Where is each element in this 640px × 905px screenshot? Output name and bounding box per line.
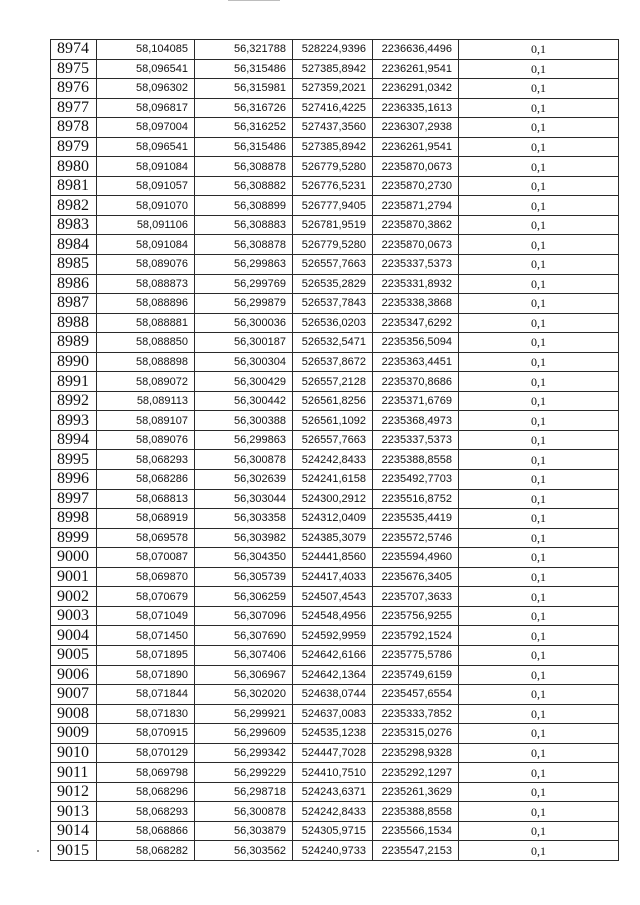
x-coordinate-cell: 526557,7663 <box>293 430 373 450</box>
x-coordinate-cell: 524242,8433 <box>293 450 373 470</box>
latitude-cell: 58,070679 <box>97 587 195 607</box>
table-row <box>51 235 619 255</box>
point-number: 9006 <box>51 665 97 685</box>
x-coordinate-cell: 524300,2912 <box>293 489 373 509</box>
x-coordinate-cell: 526535,2829 <box>293 274 373 294</box>
value-cell: 0,1 <box>459 176 619 196</box>
y-coordinate-cell: 2235676,3405 <box>373 567 459 587</box>
point-number: 8999 <box>51 528 97 548</box>
longitude-cell: 56,321788 <box>195 40 293 60</box>
point-number: 8997 <box>51 489 97 509</box>
value-cell: 0,1 <box>459 333 619 353</box>
point-number: 8992 <box>51 391 97 411</box>
y-coordinate-cell: 2236261,9541 <box>373 59 459 79</box>
longitude-cell: 56,299879 <box>195 294 293 314</box>
longitude-cell: 56,298718 <box>195 782 293 802</box>
value-cell: 0,1 <box>459 548 619 568</box>
latitude-cell: 58,096817 <box>97 98 195 118</box>
longitude-cell: 56,315486 <box>195 59 293 79</box>
longitude-cell: 56,299229 <box>195 763 293 783</box>
y-coordinate-cell: 2235347,6292 <box>373 313 459 333</box>
x-coordinate-cell: 524242,8433 <box>293 802 373 822</box>
table-row <box>51 763 619 783</box>
x-coordinate-cell: 527359,2021 <box>293 79 373 99</box>
x-coordinate-cell: 527385,8942 <box>293 59 373 79</box>
latitude-cell: 58,096302 <box>97 79 195 99</box>
longitude-cell: 56,307096 <box>195 606 293 626</box>
latitude-cell: 58,088850 <box>97 333 195 353</box>
latitude-cell: 58,089072 <box>97 372 195 392</box>
latitude-cell: 58,104085 <box>97 40 195 60</box>
point-number: 9011 <box>51 763 97 783</box>
value-cell: 0,1 <box>459 79 619 99</box>
point-number: 8983 <box>51 215 97 235</box>
y-coordinate-cell: 2235333,7852 <box>373 704 459 724</box>
table-row <box>51 79 619 99</box>
value-cell: 0,1 <box>459 743 619 763</box>
longitude-cell: 56,307690 <box>195 626 293 646</box>
longitude-cell: 56,303879 <box>195 821 293 841</box>
x-coordinate-cell: 526532,5471 <box>293 333 373 353</box>
value-cell: 0,1 <box>459 626 619 646</box>
latitude-cell: 58,091084 <box>97 235 195 255</box>
latitude-cell: 58,089107 <box>97 411 195 431</box>
value-cell: 0,1 <box>459 255 619 275</box>
latitude-cell: 58,088873 <box>97 274 195 294</box>
latitude-cell: 58,068293 <box>97 450 195 470</box>
point-number: 9000 <box>51 548 97 568</box>
longitude-cell: 56,299863 <box>195 430 293 450</box>
value-cell: 0,1 <box>459 235 619 255</box>
table-row <box>51 430 619 450</box>
x-coordinate-cell: 526776,5231 <box>293 176 373 196</box>
table-row <box>51 528 619 548</box>
table-row <box>51 294 619 314</box>
latitude-cell: 58,097004 <box>97 118 195 138</box>
table-row <box>51 606 619 626</box>
y-coordinate-cell: 2236291,0342 <box>373 79 459 99</box>
x-coordinate-cell: 524642,1364 <box>293 665 373 685</box>
longitude-cell: 56,306967 <box>195 665 293 685</box>
value-cell: 0,1 <box>459 274 619 294</box>
y-coordinate-cell: 2235707,3633 <box>373 587 459 607</box>
margin-mark <box>37 850 39 852</box>
value-cell: 0,1 <box>459 763 619 783</box>
value-cell: 0,1 <box>459 704 619 724</box>
y-coordinate-cell: 2235870,2730 <box>373 176 459 196</box>
y-coordinate-cell: 2235356,5094 <box>373 333 459 353</box>
point-number: 8988 <box>51 313 97 333</box>
point-number: 9013 <box>51 802 97 822</box>
latitude-cell: 58,068293 <box>97 802 195 822</box>
latitude-cell: 58,088881 <box>97 313 195 333</box>
y-coordinate-cell: 2235870,0673 <box>373 235 459 255</box>
table-row <box>51 274 619 294</box>
x-coordinate-cell: 526557,2128 <box>293 372 373 392</box>
x-coordinate-cell: 526561,1092 <box>293 411 373 431</box>
longitude-cell: 56,308882 <box>195 176 293 196</box>
longitude-cell: 56,307406 <box>195 645 293 665</box>
page-top-rule <box>228 0 280 1</box>
latitude-cell: 58,070129 <box>97 743 195 763</box>
table-row <box>51 59 619 79</box>
y-coordinate-cell: 2235388,8558 <box>373 450 459 470</box>
table-row <box>51 743 619 763</box>
x-coordinate-cell: 524638,0744 <box>293 685 373 705</box>
latitude-cell: 58,091070 <box>97 196 195 216</box>
y-coordinate-cell: 2235870,0673 <box>373 157 459 177</box>
table-row <box>51 372 619 392</box>
y-coordinate-cell: 2235516,8752 <box>373 489 459 509</box>
table-row <box>51 841 619 861</box>
point-number: 8984 <box>51 235 97 255</box>
table-row <box>51 567 619 587</box>
latitude-cell: 58,071049 <box>97 606 195 626</box>
x-coordinate-cell: 524507,4543 <box>293 587 373 607</box>
x-coordinate-cell: 524592,9959 <box>293 626 373 646</box>
point-number: 9003 <box>51 606 97 626</box>
table-row <box>51 40 619 60</box>
value-cell: 0,1 <box>459 352 619 372</box>
y-coordinate-cell: 2235535,4419 <box>373 509 459 529</box>
longitude-cell: 56,303982 <box>195 528 293 548</box>
value-cell: 0,1 <box>459 802 619 822</box>
table-row <box>51 411 619 431</box>
x-coordinate-cell: 524642,6166 <box>293 645 373 665</box>
longitude-cell: 56,300036 <box>195 313 293 333</box>
x-coordinate-cell: 526779,5280 <box>293 157 373 177</box>
value-cell: 0,1 <box>459 567 619 587</box>
x-coordinate-cell: 527416,4225 <box>293 98 373 118</box>
latitude-cell: 58,068296 <box>97 782 195 802</box>
value-cell: 0,1 <box>459 489 619 509</box>
x-coordinate-cell: 524410,7510 <box>293 763 373 783</box>
value-cell: 0,1 <box>459 411 619 431</box>
table-row <box>51 470 619 490</box>
latitude-cell: 58,068919 <box>97 509 195 529</box>
table-row <box>51 665 619 685</box>
latitude-cell: 58,068866 <box>97 821 195 841</box>
longitude-cell: 56,304350 <box>195 548 293 568</box>
coordinates-table <box>50 39 619 861</box>
value-cell: 0,1 <box>459 821 619 841</box>
y-coordinate-cell: 2235363,4451 <box>373 352 459 372</box>
x-coordinate-cell: 526781,9519 <box>293 215 373 235</box>
y-coordinate-cell: 2235566,1534 <box>373 821 459 841</box>
y-coordinate-cell: 2235368,4973 <box>373 411 459 431</box>
value-cell: 0,1 <box>459 450 619 470</box>
latitude-cell: 58,069798 <box>97 763 195 783</box>
y-coordinate-cell: 2235371,6769 <box>373 391 459 411</box>
y-coordinate-cell: 2235338,3868 <box>373 294 459 314</box>
latitude-cell: 58,071890 <box>97 665 195 685</box>
point-number: 8980 <box>51 157 97 177</box>
table-row <box>51 489 619 509</box>
point-number: 8977 <box>51 98 97 118</box>
point-number: 8986 <box>51 274 97 294</box>
longitude-cell: 56,300429 <box>195 372 293 392</box>
table-row <box>51 821 619 841</box>
longitude-cell: 56,299921 <box>195 704 293 724</box>
table-row <box>51 255 619 275</box>
longitude-cell: 56,299863 <box>195 255 293 275</box>
latitude-cell: 58,071830 <box>97 704 195 724</box>
value-cell: 0,1 <box>459 157 619 177</box>
latitude-cell: 58,091057 <box>97 176 195 196</box>
longitude-cell: 56,300878 <box>195 802 293 822</box>
point-number: 9009 <box>51 724 97 744</box>
point-number: 9005 <box>51 645 97 665</box>
y-coordinate-cell: 2235492,7703 <box>373 470 459 490</box>
table-row <box>51 509 619 529</box>
latitude-cell: 58,071895 <box>97 645 195 665</box>
value-cell: 0,1 <box>459 118 619 138</box>
point-number: 9015 <box>51 841 97 861</box>
x-coordinate-cell: 524447,7028 <box>293 743 373 763</box>
table-row <box>51 704 619 724</box>
table-row <box>51 548 619 568</box>
value-cell: 0,1 <box>459 196 619 216</box>
table-row <box>51 118 619 138</box>
value-cell: 0,1 <box>459 724 619 744</box>
latitude-cell: 58,088898 <box>97 352 195 372</box>
longitude-cell: 56,300442 <box>195 391 293 411</box>
y-coordinate-cell: 2235871,2794 <box>373 196 459 216</box>
y-coordinate-cell: 2235388,8558 <box>373 802 459 822</box>
point-number: 8981 <box>51 176 97 196</box>
value-cell: 0,1 <box>459 509 619 529</box>
y-coordinate-cell: 2235337,5373 <box>373 255 459 275</box>
longitude-cell: 56,305739 <box>195 567 293 587</box>
latitude-cell: 58,070915 <box>97 724 195 744</box>
point-number: 8979 <box>51 137 97 157</box>
point-number: 8996 <box>51 470 97 490</box>
y-coordinate-cell: 2235572,5746 <box>373 528 459 548</box>
latitude-cell: 58,068813 <box>97 489 195 509</box>
value-cell: 0,1 <box>459 98 619 118</box>
value-cell: 0,1 <box>459 40 619 60</box>
y-coordinate-cell: 2236261,9541 <box>373 137 459 157</box>
point-number: 9004 <box>51 626 97 646</box>
x-coordinate-cell: 524241,6158 <box>293 470 373 490</box>
value-cell: 0,1 <box>459 391 619 411</box>
x-coordinate-cell: 524243,6371 <box>293 782 373 802</box>
latitude-cell: 58,088896 <box>97 294 195 314</box>
x-coordinate-cell: 527437,3560 <box>293 118 373 138</box>
y-coordinate-cell: 2235331,8932 <box>373 274 459 294</box>
x-coordinate-cell: 526557,7663 <box>293 255 373 275</box>
value-cell: 0,1 <box>459 782 619 802</box>
value-cell: 0,1 <box>459 528 619 548</box>
longitude-cell: 56,300187 <box>195 333 293 353</box>
point-number: 8990 <box>51 352 97 372</box>
longitude-cell: 56,299769 <box>195 274 293 294</box>
y-coordinate-cell: 2235337,5373 <box>373 430 459 450</box>
table-row <box>51 196 619 216</box>
table-row <box>51 391 619 411</box>
x-coordinate-cell: 524441,8560 <box>293 548 373 568</box>
x-coordinate-cell: 527385,8942 <box>293 137 373 157</box>
value-cell: 0,1 <box>459 665 619 685</box>
longitude-cell: 56,316726 <box>195 98 293 118</box>
x-coordinate-cell: 526537,8672 <box>293 352 373 372</box>
table-row <box>51 157 619 177</box>
value-cell: 0,1 <box>459 372 619 392</box>
y-coordinate-cell: 2236307,2938 <box>373 118 459 138</box>
longitude-cell: 56,315486 <box>195 137 293 157</box>
latitude-cell: 58,068282 <box>97 841 195 861</box>
y-coordinate-cell: 2235315,0276 <box>373 724 459 744</box>
point-number: 9012 <box>51 782 97 802</box>
x-coordinate-cell: 524417,4033 <box>293 567 373 587</box>
point-number: 8989 <box>51 333 97 353</box>
table-row <box>51 215 619 235</box>
y-coordinate-cell: 2235298,9328 <box>373 743 459 763</box>
value-cell: 0,1 <box>459 685 619 705</box>
table-row <box>51 626 619 646</box>
x-coordinate-cell: 528224,9396 <box>293 40 373 60</box>
x-coordinate-cell: 524385,3079 <box>293 528 373 548</box>
point-number: 8974 <box>51 40 97 60</box>
table-row <box>51 98 619 118</box>
latitude-cell: 58,089113 <box>97 391 195 411</box>
y-coordinate-cell: 2235792,1524 <box>373 626 459 646</box>
longitude-cell: 56,306259 <box>195 587 293 607</box>
value-cell: 0,1 <box>459 313 619 333</box>
value-cell: 0,1 <box>459 430 619 450</box>
value-cell: 0,1 <box>459 841 619 861</box>
value-cell: 0,1 <box>459 470 619 490</box>
point-number: 8975 <box>51 59 97 79</box>
longitude-cell: 56,303044 <box>195 489 293 509</box>
y-coordinate-cell: 2235870,3862 <box>373 215 459 235</box>
table-row <box>51 724 619 744</box>
longitude-cell: 56,300878 <box>195 450 293 470</box>
point-number: 8987 <box>51 294 97 314</box>
value-cell: 0,1 <box>459 294 619 314</box>
y-coordinate-cell: 2235749,6159 <box>373 665 459 685</box>
y-coordinate-cell: 2235775,5786 <box>373 645 459 665</box>
point-number: 8998 <box>51 509 97 529</box>
table-row <box>51 176 619 196</box>
latitude-cell: 58,096541 <box>97 137 195 157</box>
table-row <box>51 802 619 822</box>
point-number: 9010 <box>51 743 97 763</box>
latitude-cell: 58,069870 <box>97 567 195 587</box>
latitude-cell: 58,071450 <box>97 626 195 646</box>
x-coordinate-cell: 524548,4956 <box>293 606 373 626</box>
table-row <box>51 685 619 705</box>
longitude-cell: 56,300304 <box>195 352 293 372</box>
longitude-cell: 56,299609 <box>195 724 293 744</box>
x-coordinate-cell: 526779,5280 <box>293 235 373 255</box>
point-number: 9007 <box>51 685 97 705</box>
value-cell: 0,1 <box>459 587 619 607</box>
y-coordinate-cell: 2235457,6554 <box>373 685 459 705</box>
latitude-cell: 58,091106 <box>97 215 195 235</box>
value-cell: 0,1 <box>459 606 619 626</box>
table-row <box>51 352 619 372</box>
point-number: 9002 <box>51 587 97 607</box>
point-number: 9001 <box>51 567 97 587</box>
value-cell: 0,1 <box>459 645 619 665</box>
latitude-cell: 58,071844 <box>97 685 195 705</box>
longitude-cell: 56,300388 <box>195 411 293 431</box>
x-coordinate-cell: 524312,0409 <box>293 509 373 529</box>
point-number: 8994 <box>51 430 97 450</box>
longitude-cell: 56,303358 <box>195 509 293 529</box>
longitude-cell: 56,299342 <box>195 743 293 763</box>
point-number: 9014 <box>51 821 97 841</box>
latitude-cell: 58,096541 <box>97 59 195 79</box>
latitude-cell: 58,089076 <box>97 255 195 275</box>
x-coordinate-cell: 526536,0203 <box>293 313 373 333</box>
table-row <box>51 587 619 607</box>
y-coordinate-cell: 2236636,4496 <box>373 40 459 60</box>
table-row <box>51 313 619 333</box>
longitude-cell: 56,308899 <box>195 196 293 216</box>
x-coordinate-cell: 524637,0083 <box>293 704 373 724</box>
point-number: 8991 <box>51 372 97 392</box>
coordinates-table-body <box>51 40 619 861</box>
y-coordinate-cell: 2235261,3629 <box>373 782 459 802</box>
point-number: 8995 <box>51 450 97 470</box>
y-coordinate-cell: 2235547,2153 <box>373 841 459 861</box>
latitude-cell: 58,069578 <box>97 528 195 548</box>
longitude-cell: 56,308878 <box>195 157 293 177</box>
point-number: 8978 <box>51 118 97 138</box>
value-cell: 0,1 <box>459 137 619 157</box>
latitude-cell: 58,089076 <box>97 430 195 450</box>
x-coordinate-cell: 526537,7843 <box>293 294 373 314</box>
x-coordinate-cell: 524240,9733 <box>293 841 373 861</box>
point-number: 8985 <box>51 255 97 275</box>
table-row <box>51 645 619 665</box>
longitude-cell: 56,308883 <box>195 215 293 235</box>
y-coordinate-cell: 2235292,1297 <box>373 763 459 783</box>
x-coordinate-cell: 524305,9715 <box>293 821 373 841</box>
table-row <box>51 137 619 157</box>
longitude-cell: 56,315981 <box>195 79 293 99</box>
point-number: 8993 <box>51 411 97 431</box>
table-row <box>51 333 619 353</box>
y-coordinate-cell: 2235594,4960 <box>373 548 459 568</box>
y-coordinate-cell: 2236335,1613 <box>373 98 459 118</box>
latitude-cell: 58,070087 <box>97 548 195 568</box>
table-row <box>51 450 619 470</box>
point-number: 9008 <box>51 704 97 724</box>
value-cell: 0,1 <box>459 59 619 79</box>
x-coordinate-cell: 526561,8256 <box>293 391 373 411</box>
longitude-cell: 56,308878 <box>195 235 293 255</box>
latitude-cell: 58,091084 <box>97 157 195 177</box>
x-coordinate-cell: 526777,9405 <box>293 196 373 216</box>
point-number: 8976 <box>51 79 97 99</box>
longitude-cell: 56,302639 <box>195 470 293 490</box>
x-coordinate-cell: 524535,1238 <box>293 724 373 744</box>
point-number: 8982 <box>51 196 97 216</box>
y-coordinate-cell: 2235370,8686 <box>373 372 459 392</box>
value-cell: 0,1 <box>459 215 619 235</box>
latitude-cell: 58,068286 <box>97 470 195 490</box>
longitude-cell: 56,303562 <box>195 841 293 861</box>
longitude-cell: 56,316252 <box>195 118 293 138</box>
longitude-cell: 56,302020 <box>195 685 293 705</box>
table-row <box>51 782 619 802</box>
y-coordinate-cell: 2235756,9255 <box>373 606 459 626</box>
